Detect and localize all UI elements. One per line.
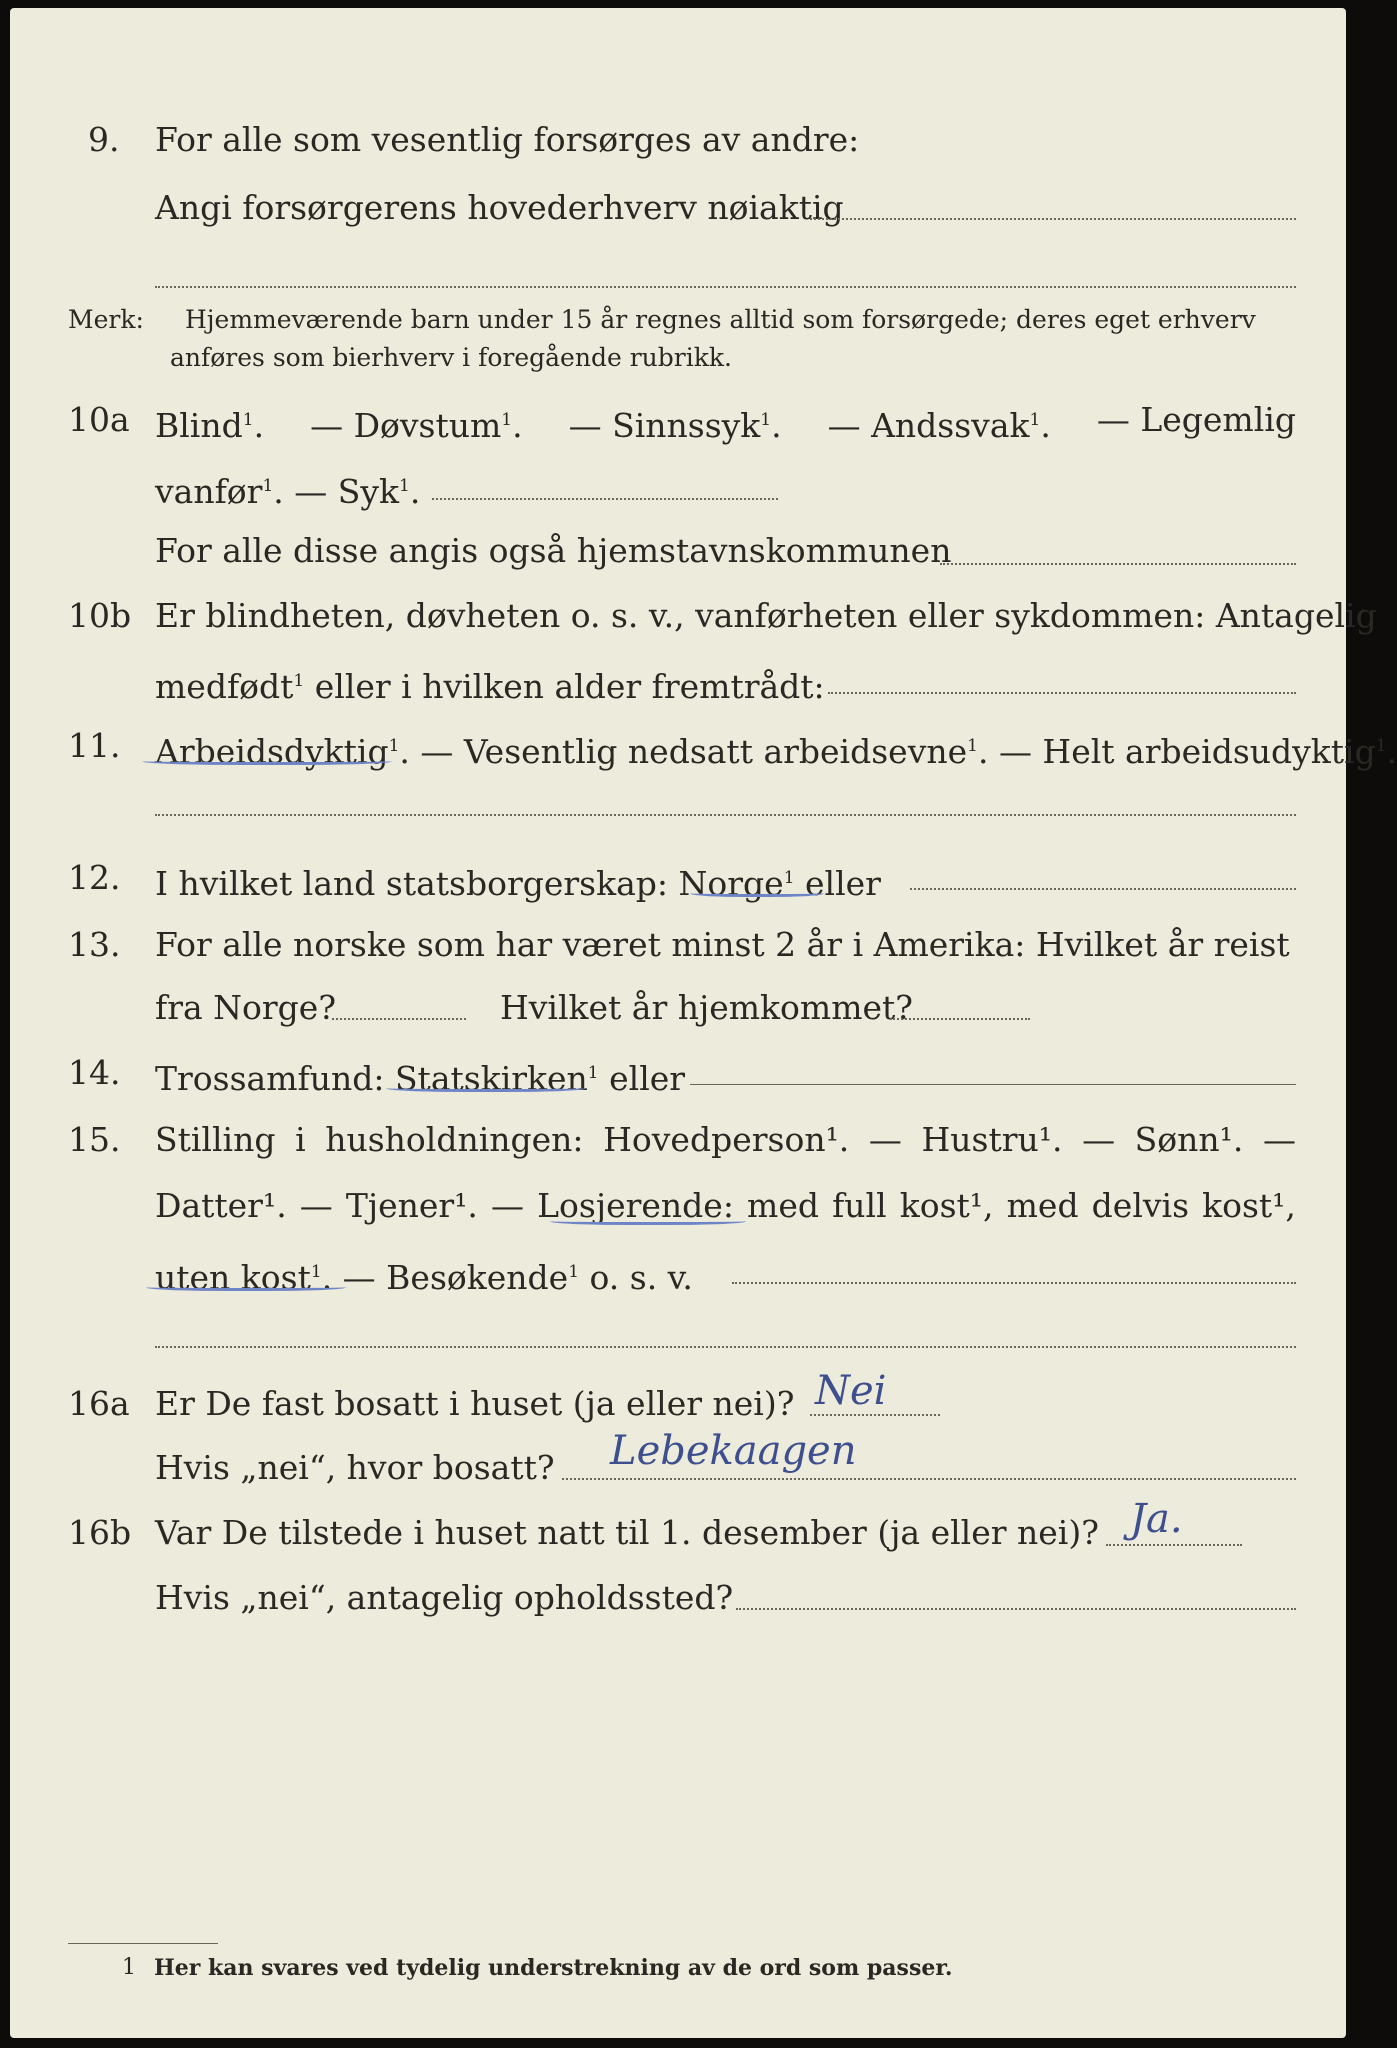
q16b-answer-ja[interactable]: Ja. — [1130, 1496, 1183, 1542]
census-form-page — [10, 8, 1397, 2038]
q16b-line1: Var De tilstede i huset natt til 1. desember (ja eller nei)? — [155, 1513, 1099, 1552]
q11-answer-field[interactable] — [155, 814, 1296, 816]
merk-line1: Hjemmeværende barn under 15 år regnes alltid som forsørgede; deres eget erhverv — [185, 305, 1256, 334]
q15-sonn[interactable]: Sønn¹. — [1134, 1120, 1244, 1159]
q15-full-kost[interactable]: kost¹, — [899, 1186, 994, 1225]
q10b-alder: eller i hvilken alder fremtrådt: — [304, 667, 825, 706]
q14-trossamfund-field[interactable] — [690, 1084, 1296, 1085]
q10b-line1: Er blindheten, døvheten o. s. v., vanførheten eller sykdommen: Antagelig — [155, 596, 1377, 635]
q10a-number: 10a — [68, 400, 130, 439]
q10a-line2: vanfør$^1$. — Syk$^1$. — [155, 472, 421, 511]
q15-tjener[interactable]: Tjener¹. — [345, 1186, 478, 1225]
q12-norge[interactable]: Norge — [678, 864, 784, 903]
q13-line1: For alle norske som har været minst 2 år i Amerika: Hvilket år reist — [155, 925, 1290, 964]
q11-nedsatt[interactable]: — Vesentlig nedsatt arbeidsevne — [420, 732, 968, 771]
footnote-text: Her kan svares ved tydelig understrekning av de ord som passer. — [154, 1955, 953, 1981]
q13-number: 13. — [68, 925, 121, 964]
q14-eller: eller — [598, 1059, 686, 1098]
q10b-medfodt[interactable]: medfødt — [155, 667, 294, 706]
q15-delvis-kost[interactable]: kost¹, — [1202, 1186, 1296, 1225]
q16b-number: 16b — [68, 1513, 132, 1552]
q16b-opholdssted-field[interactable] — [736, 1608, 1296, 1610]
q10b-alder-field[interactable] — [828, 692, 1296, 694]
q10a-sinnssyk[interactable]: — Sinnssyk — [568, 406, 761, 445]
q15-uten-kost[interactable]: uten kost — [155, 1258, 311, 1297]
q10a-syk-field[interactable] — [432, 498, 778, 500]
q16a-answer-nei[interactable]: Nei — [815, 1368, 887, 1414]
q10b-line2: medfødt$^1$ eller i hvilken alder fremtrådt: — [155, 667, 825, 706]
footnote-divider — [68, 1943, 218, 1944]
q11-pen-underline — [142, 756, 392, 765]
q15-line1: Stilling i husholdningen: Hovedperson¹. — Hustru¹. — Sønn¹. — — [155, 1120, 1296, 1159]
q11-number: 11. — [68, 726, 121, 765]
q10a-hjemstavn-field[interactable] — [940, 563, 1296, 565]
q12-eller: eller — [794, 864, 881, 903]
q16b-field[interactable] — [1106, 1544, 1242, 1546]
q10a-legemlig[interactable]: — Legemlig — [1096, 400, 1296, 439]
q15-stilling-field[interactable] — [732, 1282, 1296, 1284]
q9-answer-field[interactable] — [810, 218, 1296, 220]
q14-question: Trossamfund: — [155, 1059, 385, 1098]
q10a-blind[interactable]: Blind — [155, 406, 243, 445]
q14-number: 14. — [68, 1053, 121, 1092]
q16a-bosatt-field[interactable] — [562, 1478, 1296, 1480]
q9-number: 9. — [88, 120, 120, 159]
q14-pen-underline — [386, 1083, 586, 1092]
q10a-vanfor[interactable]: vanfør — [155, 472, 263, 511]
q15-uten-kost-pen-underline — [146, 1282, 346, 1291]
q12-pen-underline — [690, 888, 824, 897]
q15-datter[interactable]: Datter¹. — [155, 1186, 287, 1225]
q10a-line3: For alle disse angis også hjemstavnskommunen — [155, 531, 952, 570]
q15-hustru[interactable]: Hustru¹. — [921, 1120, 1063, 1159]
q13-line2a: fra Norge? — [155, 988, 337, 1027]
q16a-number: 16a — [68, 1384, 130, 1423]
q10b-number: 10b — [68, 596, 132, 635]
q15-besokende[interactable]: — Besøkende — [342, 1258, 569, 1297]
q12-question: I hvilket land statsborgerskap: — [155, 864, 669, 903]
footnote-mark: 1 — [122, 1955, 136, 1980]
q15-losjerende[interactable]: Losjerende: — [537, 1186, 734, 1225]
q16a-answer-bosatt[interactable]: Lebekaagen — [610, 1428, 857, 1474]
q9-line1: For alle som vesentlig forsørges av andre: — [155, 120, 860, 159]
q13-reist-field[interactable] — [332, 1018, 466, 1020]
q10a-andssvak[interactable]: — Andssvak — [827, 406, 1030, 445]
q12-number: 12. — [68, 858, 121, 897]
q13-line2b: Hvilket år hjemkommet? — [500, 988, 913, 1027]
q11-line: Arbeidsdyktig$^1$. — Vesentlig nedsatt arbeidsevne$^1$. — Helt arbeidsudyktig$^1$. — [155, 732, 1397, 771]
q15-line2: Datter¹. — Tjener¹. — Losjerende: med full kost¹, med delvis kost¹, — [155, 1186, 1296, 1225]
q11-arbeidsdyktig[interactable]: Arbeidsdyktig — [155, 732, 389, 771]
q12-line: I hvilket land statsborgerskap: Norge$^1$ eller — [155, 864, 881, 903]
q11-udyktig[interactable]: — Helt arbeidsudyktig — [998, 732, 1376, 771]
q15-number: 15. — [68, 1120, 121, 1159]
q10a-line1: Blind$^1$. — Døvstum$^1$. — Sinnssyk$^1$. — Andssvak$^1$. — Legemlig — [155, 400, 1296, 445]
q16a-line2: Hvis „nei“, hvor bosatt? — [155, 1448, 555, 1487]
q15-line3: uten kost$^1$. — Besøkende$^1$ o. s. v. — [155, 1258, 693, 1297]
q9-answer-field-2[interactable] — [155, 286, 1296, 288]
q15-hovedperson[interactable]: Hovedperson¹. — [603, 1120, 850, 1159]
q15-losjerende-pen-underline — [550, 1216, 746, 1225]
q16a-line1: Er De fast bosatt i huset (ja eller nei)? — [155, 1384, 795, 1423]
q13-hjemkommet-field[interactable] — [890, 1018, 1030, 1020]
q9-line2: Angi forsørgerens hovederhverv nøiaktig — [155, 188, 844, 227]
q10a-dovstum[interactable]: — Døvstum — [310, 406, 502, 445]
q15-answer-field-2[interactable] — [155, 1346, 1296, 1348]
merk-label: Merk: — [68, 305, 144, 334]
q16b-line2: Hvis „nei“, antagelig opholdssted? — [155, 1578, 734, 1617]
merk-line2: anføres som bierhverv i foregående rubrikk. — [170, 343, 732, 372]
q14-line: Trossamfund: Statskirken$^1$ eller — [155, 1059, 686, 1098]
q12-land-field[interactable] — [910, 888, 1296, 890]
q14-statskirken[interactable]: Statskirken — [394, 1059, 588, 1098]
q10a-syk[interactable]: — Syk — [294, 472, 399, 511]
q16a-field[interactable] — [810, 1414, 940, 1416]
